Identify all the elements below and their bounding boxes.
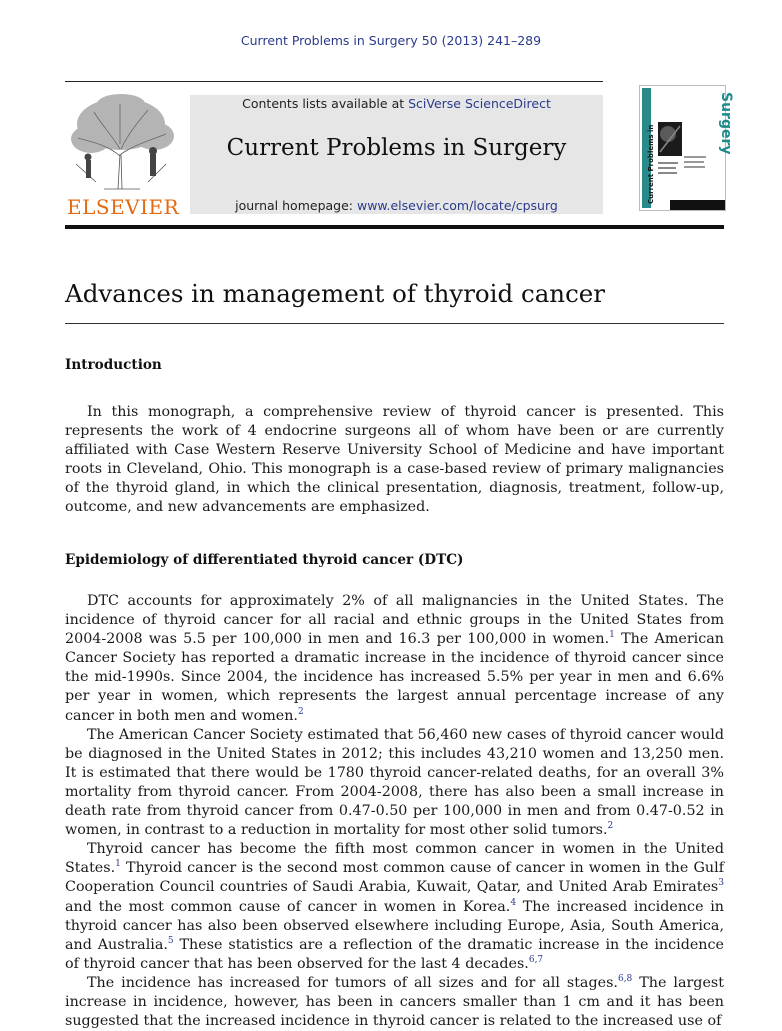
journal-cover-thumbnail[interactable]	[639, 85, 734, 211]
elsevier-tree-icon	[66, 94, 176, 194]
elsevier-wordmark: ELSEVIER	[67, 195, 180, 219]
journal-citation[interactable]: Current Problems in Surgery 50 (2013) 241–289	[240, 33, 542, 48]
intro-text: In this monograph, a comprehensive review of thyroid cancer is presented. This represents the work of 4 endocrine surgeons all of whom have been or are currently affiliated with Case Western Reserve University School of Medicine and have important roots in Cleveland, Ohio. This monograph is a case-based review of primary malignancies of the thyroid gland, in which the clinical presentation, diagnosis, treatment, follow-up, outcome, and new advancements are emphasized.	[65, 404, 724, 516]
reference-link[interactable]: 3	[718, 878, 724, 889]
epi-p3d-text: The increased incidence in thyroid cancer has also been observed elsewhere including Europe, Asia, South America, and Australia.	[65, 898, 724, 953]
reference-link[interactable]: 6,7	[528, 954, 544, 965]
epi-p3e-text: These statistics are a reflection of the dramatic increase in the incidence of thyroid cancer that has been observed for the last 4 decades.	[65, 936, 724, 972]
epi-paragraph-4	[65, 974, 724, 1031]
epi-p1b-text: The American Cancer Society has reported a dramatic increase in the incidence of thyroid cancer since the mid-1990s. Since 2004, the incidence has increased 5.5% per year in men and 6.6% per year in women, which represents the largest annual percentage increase of any cancer in both men and women.	[65, 631, 724, 724]
cover-title: Surgery	[718, 92, 734, 155]
epi-p4b-text: The largest increase in incidence, however, has been in cancers smaller than 1 cm and it has been suggested that the increased incidence in thyroid cancer is related to the increased use of	[65, 974, 725, 1030]
epi-p2-text: The American Cancer Society estimated that 56,460 new cases of thyroid cancer would be diagnosed in the United States in 2012; this includes 43,210 women and 13,250 men. It is estimated that there would be 1780 thyroid cancer-related deaths, for an overall 3% mortality from thyroid cancer. From 2004-2008, there has also been a small increase in death rate from thyroid cancer from 0.47-0.50 per 100,000 in men and from 0.47-0.52 in women, in contrast to a reduction in mortality for most other solid tumors.	[65, 726, 724, 839]
contents-prefix: Contents lists available at	[242, 96, 409, 111]
cover-image	[640, 86, 734, 210]
epi-p3b-text: Thyroid cancer is the second most common cause of cancer in women in the Gulf Cooperation Council countries of Saudi Arabia, Kuwait, Qatar, and United Arab Emirates	[65, 860, 724, 896]
reference-link[interactable]: 1	[609, 630, 615, 641]
cover-side-text: Current Problems in	[647, 124, 655, 204]
title-rule	[65, 323, 724, 324]
epi-p4a-text: The incidence has increased for tumors of all sizes and for all stages.	[87, 974, 618, 991]
article-title: Advances in management of thyroid cancer	[65, 279, 606, 308]
reference-link[interactable]: 5	[167, 935, 174, 946]
reference-link[interactable]: 6,8	[617, 973, 633, 984]
epi-body	[65, 592, 724, 1031]
epi-paragraph-3	[65, 840, 724, 974]
sciencedirect-link[interactable]: SciVerse ScienceDirect	[408, 96, 551, 111]
epi-p3c-text: and the most common cause of cancer in women in Korea.	[65, 898, 511, 915]
homepage-prefix: journal homepage:	[235, 198, 357, 213]
epi-p1a-text: DTC accounts for approximately 2% of all malignancies in the United States. The incidence of thyroid cancer for all racial and ethnic groups in the United States from 2004-2008 was 5.5 per 100,000 in men and 16.3 per 100,000 in women.	[65, 593, 724, 648]
homepage-link[interactable]: www.elsevier.com/locate/cpsurg	[356, 198, 558, 213]
reference-link[interactable]: 2	[607, 821, 614, 832]
section-heading-epidemiology: Epidemiology of differentiated thyroid cancer (DTC)	[65, 552, 464, 568]
header-rule	[65, 81, 603, 82]
journal-title: Current Problems in Surgery	[226, 135, 567, 161]
epi-paragraph-2	[65, 726, 724, 841]
reference-link[interactable]: 1	[115, 859, 121, 870]
epi-paragraph-1	[65, 592, 724, 726]
reference-link[interactable]: 2	[297, 706, 304, 717]
journal-homepage	[190, 198, 603, 213]
epi-p3a-text: Thyroid cancer has become the fifth most common cancer in women in the United States.	[65, 841, 724, 877]
contents-line	[190, 96, 603, 111]
reference-link[interactable]: 4	[510, 897, 517, 908]
header-thick-rule	[65, 225, 724, 229]
intro-paragraph	[65, 403, 724, 518]
section-heading-introduction: Introduction	[65, 357, 162, 373]
